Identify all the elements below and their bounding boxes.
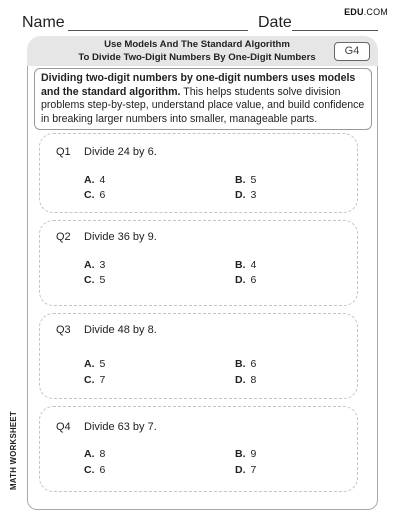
name-label: Name	[22, 14, 65, 31]
worksheet-header	[27, 36, 378, 66]
question-number: Q3	[56, 324, 71, 336]
option-value: 4	[250, 259, 257, 271]
question-text: Divide 24 by 6.	[84, 146, 157, 158]
option-value: 3	[99, 259, 106, 271]
option-label: B.	[235, 259, 246, 271]
date-label: Date	[258, 14, 292, 31]
option-value: 8	[99, 448, 106, 460]
option-value: 6	[99, 464, 106, 476]
option-label: D.	[235, 274, 246, 286]
option-d	[235, 464, 256, 476]
option-value: 7	[250, 464, 257, 476]
option-b	[235, 358, 256, 370]
option-c	[84, 464, 105, 476]
option-b	[235, 259, 256, 271]
option-label: B.	[235, 448, 246, 460]
side-label: MATH WORKSHEET	[9, 411, 18, 490]
option-label: C.	[84, 374, 95, 386]
option-value: 6	[99, 189, 106, 201]
option-value: 7	[99, 374, 106, 386]
question-card-4	[39, 406, 358, 492]
option-a	[84, 358, 105, 370]
question-text: Divide 48 by 8.	[84, 324, 157, 336]
option-c	[84, 374, 105, 386]
intro-bold-text: Dividing two-digit numbers by one-digit numbers uses models and the standard algorithm.	[41, 72, 356, 98]
worksheet-title	[47, 39, 347, 64]
option-label: A.	[84, 448, 95, 460]
logo-suffix: .COM	[363, 7, 388, 17]
option-label: B.	[235, 358, 246, 370]
option-label: D.	[235, 464, 246, 476]
option-d	[235, 374, 256, 386]
option-label: C.	[84, 464, 95, 476]
intro-paragraph	[34, 68, 372, 130]
option-value: 5	[99, 274, 106, 286]
question-number: Q4	[56, 421, 71, 433]
option-label: A.	[84, 358, 95, 370]
option-value: 4	[99, 174, 106, 186]
option-value: 8	[250, 374, 257, 386]
option-c	[84, 189, 105, 201]
question-text: Divide 63 by 7.	[84, 421, 157, 433]
option-label: A.	[84, 259, 95, 271]
option-value: 5	[250, 174, 257, 186]
option-value: 9	[250, 448, 257, 460]
option-label: C.	[84, 274, 95, 286]
grade-badge: G4	[334, 42, 370, 61]
option-value: 5	[99, 358, 106, 370]
question-card-2	[39, 220, 358, 306]
option-d	[235, 274, 256, 286]
option-a	[84, 259, 105, 271]
date-underline	[292, 30, 378, 31]
question-text: Divide 36 by 9.	[84, 231, 157, 243]
question-card-3	[39, 313, 358, 399]
option-label: A.	[84, 174, 95, 186]
title-line-1: Use Models And The Standard Algorithm	[104, 39, 290, 50]
logo-main: EDU	[344, 7, 364, 17]
option-a	[84, 174, 105, 186]
brand-logo	[344, 7, 388, 17]
option-c	[84, 274, 105, 286]
option-b	[235, 174, 256, 186]
option-label: B.	[235, 174, 246, 186]
intro-text: This helps students solve division problems step-by-step, understand place value, and build confidence in breaking larger numbers into smaller, manageable parts.	[41, 85, 365, 125]
option-a	[84, 448, 105, 460]
option-label: D.	[235, 189, 246, 201]
title-line-2: To Divide Two-Digit Numbers By One-Digit Numbers	[78, 51, 316, 63]
question-number: Q2	[56, 231, 71, 243]
option-label: D.	[235, 374, 246, 386]
option-value: 6	[250, 274, 257, 286]
option-label: C.	[84, 189, 95, 201]
name-underline	[68, 30, 248, 31]
option-value: 3	[250, 189, 257, 201]
question-number: Q1	[56, 146, 71, 158]
option-b	[235, 448, 256, 460]
option-value: 6	[250, 358, 257, 370]
question-card-1	[39, 133, 358, 213]
option-d	[235, 189, 256, 201]
